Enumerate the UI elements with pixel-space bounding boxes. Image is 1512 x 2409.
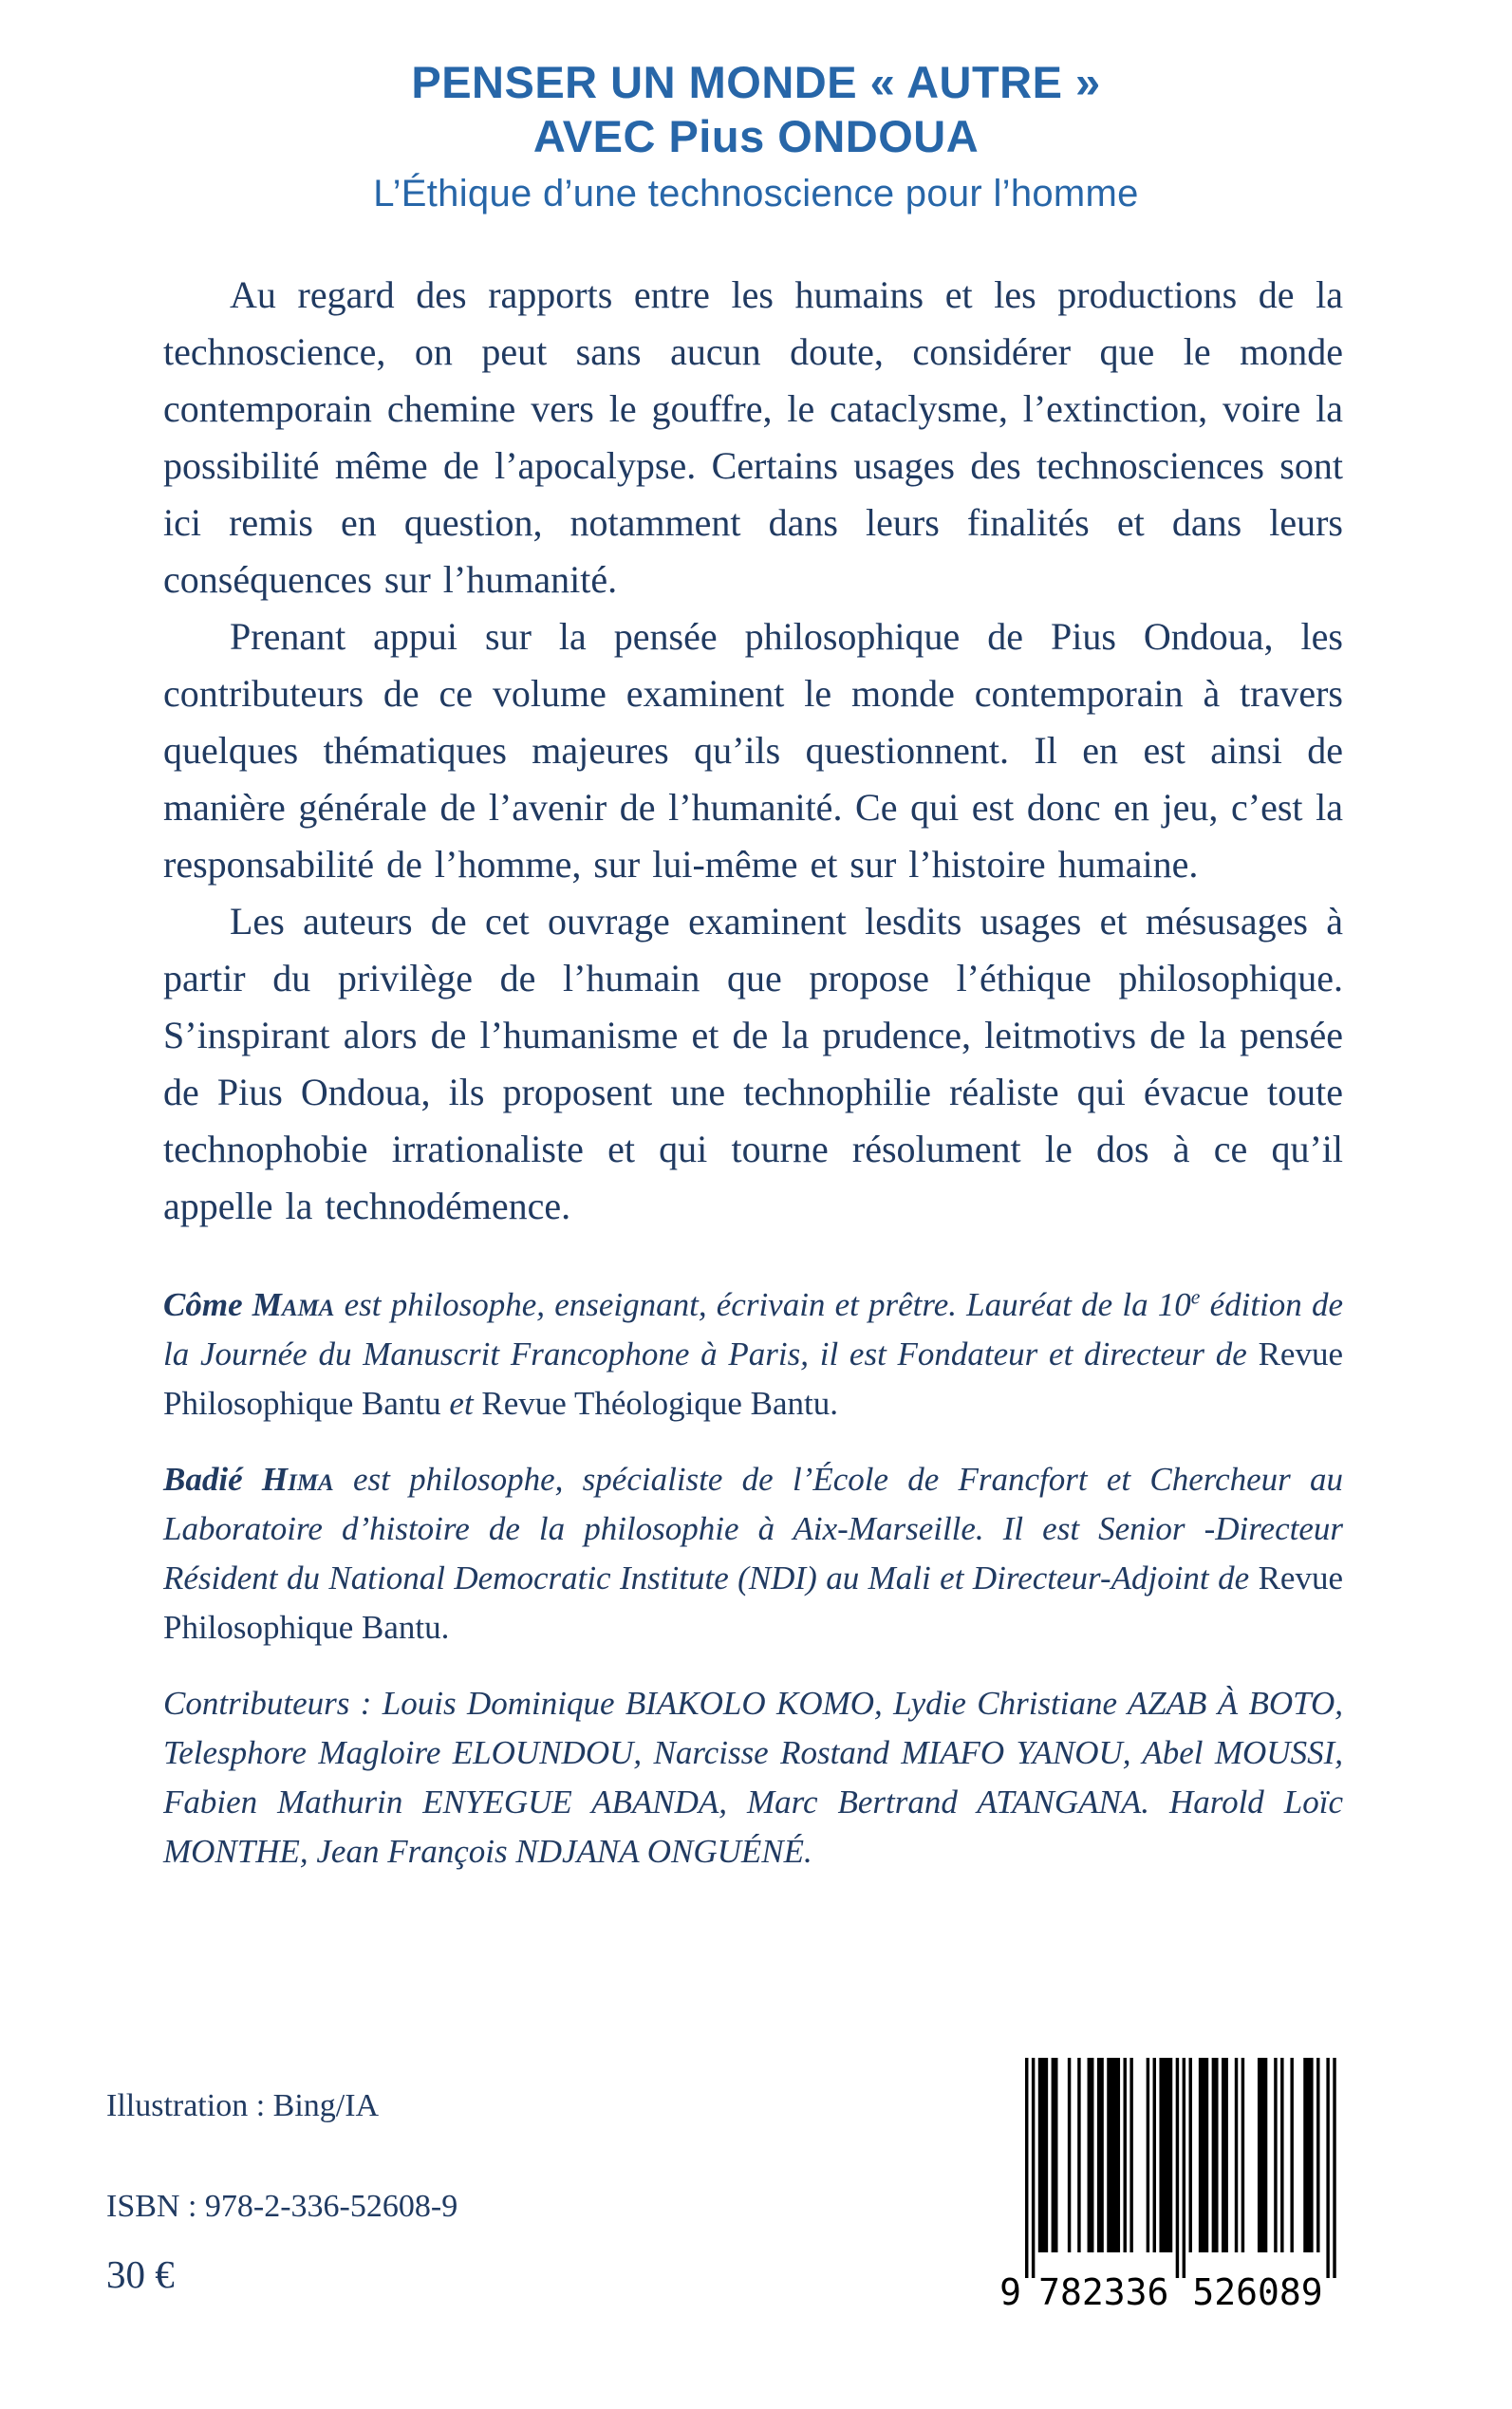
- svg-text:526089: 526089: [1192, 2271, 1323, 2309]
- author-first-name: Badié: [163, 1461, 262, 1498]
- contributors-list: Contributeurs : Louis Dominique BIAKOLO KOMO, Lydie Christiane AZAB À BOTO, Telesphore Magloire ELOUNDOU, Narcisse Rostand MIAFO YANOU, Abel MOUSSI, Fabien Mathurin ENYEGUE ABANDA, Marc Bertrand ATANGANA. Harold Loïc MONTHE, Jean François NDJANA ONGUÉNÉ.: [163, 1685, 1343, 1870]
- journal-title-philosophique: Revue Philosophique Bantu: [163, 1335, 1343, 1422]
- synopsis-paragraph-1: Au regard des rapports entre les humains et les productions de la technoscience, on peut sans aucun doute, considérer que le monde contemporain chemine vers le gouffre, le cataclysme, l’extinction, voire la possibilité même de l’apocalypse. Certains usages des technosciences sont ici remis en question, notamment dans leurs finalités et dans leurs conséquences sur l’humanité.: [163, 273, 1343, 601]
- author-bios: [163, 1280, 1343, 1877]
- ordinal-superscript: e: [1190, 1285, 1201, 1309]
- author-name-badie-hima: [163, 1461, 334, 1498]
- synopsis: [163, 267, 1343, 1235]
- bio-text: est philosophe, spécialiste de l’École de Francfort et Chercheur au Laboratoire d’histoire de la philosophie à Aix-Marseille. Il est Senior -Directeur Résident du National Democratic Institute (NDI) au Mali et Directeur-Adjoint de: [163, 1461, 1343, 1597]
- title-line-1: PENSER UN MONDE « AUTRE »: [411, 57, 1101, 107]
- price: 30 €: [106, 2252, 175, 2296]
- title-line-2: AVEC Pius ONDOUA: [532, 111, 980, 161]
- author-first-name: Côme: [163, 1286, 252, 1323]
- barcode-svg: [997, 2058, 1338, 2309]
- svg-text:9: 9: [999, 2271, 1021, 2309]
- ean13-barcode: [997, 2058, 1338, 2309]
- illustration-credit: Illustration : Bing/IA: [106, 2088, 380, 2123]
- author-bio-come-mama: [163, 1280, 1343, 1429]
- bio-text: est philosophe, enseignant, écrivain et prêtre. Lauréat de la 10: [334, 1286, 1191, 1323]
- author-bio-badie-hima: [163, 1455, 1343, 1653]
- isbn-number: ISBN : 978-2-336-52608-9: [106, 2189, 458, 2224]
- bio-text: et: [440, 1385, 482, 1422]
- svg-text:782336: 782336: [1038, 2271, 1169, 2309]
- subtitle: L’Éthique d’une technoscience pour l’homme: [373, 173, 1139, 215]
- journal-title-philosophique: Revue Philosophique Bantu.: [163, 1559, 1343, 1646]
- journal-title-theologique: Revue Théologique Bantu.: [481, 1385, 838, 1422]
- author-name-come-mama: [163, 1286, 334, 1323]
- synopsis-paragraph-3: Les auteurs de cet ouvrage examinent lesdits usages et mésusages à partir du privilège de l’humain que propose l’éthique philosophique. S’inspirant alors de l’humanisme et de la prudence, leitmotivs de la pensée de Pius Ondoua, ils proposent une technophilie réaliste qui évacue toute technophobie irrationaliste et qui tourne résolument le dos à ce qu’il appelle la technodémence.: [163, 900, 1343, 1227]
- synopsis-paragraph-2: Prenant appui sur la pensée philosophique de Pius Ondoua, les contributeurs de ce volume examinent le monde contemporain à travers quelques thématiques majeures qu’ils questionnent. Il en est ainsi de manière générale de l’avenir de l’humanité. Ce qui est donc en jeu, c’est la responsabilité de l’homme, sur lui-même et sur l’histoire humaine.: [163, 615, 1343, 886]
- header: [0, 0, 1512, 215]
- author-last-name: Hima: [261, 1461, 334, 1498]
- bio-text: édition de la Journée du Manuscrit Francophone à Paris, il est Fondateur et directeur de: [163, 1286, 1343, 1373]
- author-last-name: Mama: [252, 1286, 335, 1323]
